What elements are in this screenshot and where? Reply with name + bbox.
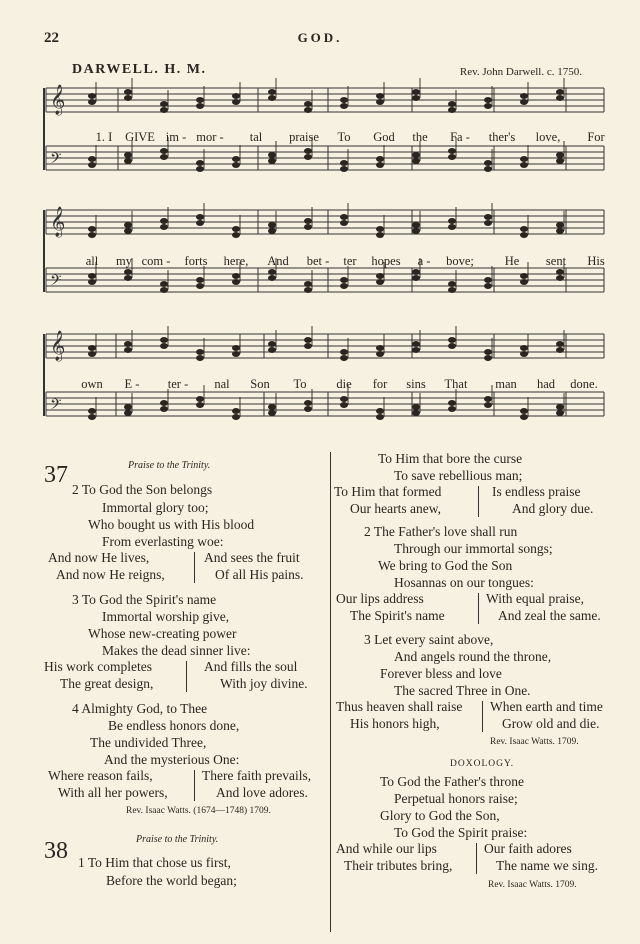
- note-head: [304, 343, 312, 349]
- note-head: [340, 220, 348, 226]
- note-head: [412, 152, 420, 158]
- note-head: [232, 351, 240, 357]
- lyric-syllable: That: [444, 377, 468, 391]
- note-head: [232, 226, 240, 232]
- note-head: [196, 355, 204, 361]
- verse-line: With equal praise,: [486, 591, 585, 606]
- note-head: [376, 273, 384, 279]
- verse-line: The great design,: [60, 676, 154, 691]
- verse-line: With all her powers,: [58, 785, 168, 800]
- lyric-syllable: Fa -: [450, 130, 470, 144]
- verse-line: Is endless praise: [492, 484, 581, 499]
- note-head: [376, 408, 384, 414]
- note-head: [448, 107, 456, 113]
- verse-line: Before the world began;: [106, 873, 237, 888]
- note-head: [412, 410, 420, 416]
- lyric-syllable: To: [337, 130, 351, 144]
- lyric-syllable: nal: [214, 377, 230, 391]
- note-head: [124, 269, 132, 275]
- verse-line: Who bought us with His blood: [88, 517, 255, 532]
- note-head: [376, 345, 384, 351]
- note-head: [232, 162, 240, 168]
- lyric-syllable: for: [372, 377, 388, 391]
- hymn-37-heading: Praise to the Trinity.: [128, 460, 211, 471]
- verse-line: Forever bless and love: [380, 666, 502, 681]
- note-head: [268, 89, 276, 95]
- bass-clef-icon: 𝄢: [50, 150, 62, 171]
- verse-line: When earth and time: [490, 699, 603, 714]
- note-head: [88, 156, 96, 162]
- hymn-number-38: 38: [44, 838, 68, 864]
- divider: [482, 701, 483, 732]
- note-head: [160, 148, 168, 154]
- note-head: [484, 214, 492, 220]
- note-head: [556, 275, 564, 281]
- note-head: [88, 232, 96, 238]
- note-head: [340, 166, 348, 172]
- verse-line: 3 Let every saint above,: [364, 632, 494, 647]
- divider: [194, 552, 195, 583]
- note-head: [520, 99, 528, 105]
- note-head: [484, 160, 492, 166]
- note-head: [268, 222, 276, 228]
- note-head: [340, 97, 348, 103]
- note-head: [232, 279, 240, 285]
- note-head: [556, 89, 564, 95]
- note-head: [124, 404, 132, 410]
- verse-line: 2 The Father's love shall run: [364, 524, 518, 539]
- note-head: [448, 224, 456, 230]
- note-head: [232, 408, 240, 414]
- note-head: [412, 275, 420, 281]
- note-head: [556, 228, 564, 234]
- lyric-syllable: die: [336, 377, 352, 391]
- note-head: [520, 279, 528, 285]
- verse-line: The name we sing.: [496, 858, 598, 873]
- note-head: [340, 396, 348, 402]
- verse-line: The Spirit's name: [350, 608, 445, 623]
- note-head: [376, 99, 384, 105]
- running-title: GOD.: [297, 30, 343, 45]
- bass-clef-icon: 𝄢: [50, 396, 62, 417]
- note-head: [448, 337, 456, 343]
- lyric-syllable: E -: [124, 377, 140, 391]
- lyric-syllable: man: [495, 377, 517, 391]
- verse-line: And now He lives,: [48, 550, 150, 565]
- note-head: [160, 343, 168, 349]
- note-head: [160, 218, 168, 224]
- treble-clef-icon: 𝄞: [50, 207, 66, 237]
- note-head: [304, 224, 312, 230]
- verse-line: Whose new-creating power: [88, 626, 237, 641]
- note-head: [88, 93, 96, 99]
- note-head: [448, 218, 456, 224]
- lyric-syllable: here,: [223, 254, 249, 268]
- note-head: [376, 351, 384, 357]
- note-head: [196, 103, 204, 109]
- note-head: [412, 89, 420, 95]
- note-head: [268, 347, 276, 353]
- note-head: [268, 228, 276, 234]
- verse-line: And love adores.: [216, 785, 308, 800]
- note-head: [556, 404, 564, 410]
- verse-line: And while our lips: [336, 841, 437, 856]
- verse-line: 4 Almighty God, to Thee: [72, 701, 208, 716]
- note-head: [520, 345, 528, 351]
- note-head: [196, 396, 204, 402]
- note-head: [88, 414, 96, 420]
- verse-line: 1 To Him that chose us first,: [78, 855, 231, 870]
- note-head: [88, 226, 96, 232]
- verse-line: Their tributes bring,: [344, 858, 453, 873]
- note-head: [556, 152, 564, 158]
- note-head: [160, 101, 168, 107]
- lyric-syllable: And: [267, 254, 289, 268]
- note-head: [484, 355, 492, 361]
- note-head: [88, 408, 96, 414]
- verse-line: Immortal glory too;: [102, 500, 209, 515]
- note-head: [448, 287, 456, 293]
- note-head: [160, 281, 168, 287]
- verse-line: To God the Spirit praise:: [394, 825, 528, 840]
- note-head: [304, 281, 312, 287]
- verse-line: 3 To God the Spirit's name: [72, 592, 217, 607]
- note-head: [196, 220, 204, 226]
- lyric-syllable: hopes: [371, 254, 401, 268]
- note-head: [268, 341, 276, 347]
- note-head: [304, 107, 312, 113]
- note-head: [124, 275, 132, 281]
- verse-line: And sees the fruit: [204, 550, 300, 565]
- divider: [478, 593, 479, 624]
- lyric-syllable: ther's: [488, 130, 516, 144]
- note-head: [88, 162, 96, 168]
- note-head: [448, 400, 456, 406]
- note-head: [484, 220, 492, 226]
- lyric-syllable: com -: [141, 254, 171, 268]
- note-head: [412, 222, 420, 228]
- note-head: [484, 402, 492, 408]
- lyric-syllable: had: [536, 377, 556, 391]
- lyric-syllable: im -: [165, 130, 187, 144]
- lyric-syllable: tal: [249, 130, 263, 144]
- lyric-syllable: To: [293, 377, 307, 391]
- lyric-syllable: bove;: [446, 254, 474, 268]
- note-head: [376, 93, 384, 99]
- verse-line: And angels round the throne,: [394, 649, 552, 664]
- note-head: [340, 283, 348, 289]
- note-head: [484, 103, 492, 109]
- note-head: [376, 156, 384, 162]
- verse-line: From everlasting woe:: [102, 534, 224, 549]
- verse-line: The sacred Three in One.: [394, 683, 531, 698]
- verse-line: His honors high,: [350, 716, 440, 731]
- verse-line: Where reason fails,: [48, 768, 153, 783]
- note-head: [376, 414, 384, 420]
- note-head: [124, 347, 132, 353]
- note-head: [520, 273, 528, 279]
- hymn-number-37: 37: [44, 462, 68, 488]
- lyric-syllable: the: [412, 130, 428, 144]
- verse-line: With joy divine.: [220, 676, 308, 691]
- divider: [478, 486, 479, 517]
- lyric-syllable: forts: [184, 254, 208, 268]
- verse-line: There faith prevails,: [202, 768, 312, 783]
- note-head: [124, 152, 132, 158]
- lyric-syllable: done.: [570, 377, 598, 391]
- note-head: [268, 404, 276, 410]
- note-head: [196, 160, 204, 166]
- verse-line: Grow old and die.: [502, 716, 600, 731]
- note-head: [304, 101, 312, 107]
- verse-line: And glory due.: [512, 501, 594, 516]
- note-head: [88, 279, 96, 285]
- page-number: 22: [44, 30, 59, 46]
- note-head: [196, 97, 204, 103]
- verse-line: To save rebellious man;: [394, 468, 523, 483]
- lyric-syllable: God: [373, 130, 395, 144]
- verse-line: And now He reigns,: [56, 567, 165, 582]
- note-head: [448, 101, 456, 107]
- lyric-syllable: ter: [343, 254, 357, 268]
- verse-line: Thus heaven shall raise: [336, 699, 463, 714]
- verse-line: Immortal worship give,: [102, 609, 230, 624]
- note-head: [268, 152, 276, 158]
- note-head: [160, 224, 168, 230]
- note-head: [520, 226, 528, 232]
- verse-line: Our hearts anew,: [350, 501, 441, 516]
- tune-composer: Rev. John Darwell. c. 1750.: [459, 66, 582, 78]
- note-head: [340, 103, 348, 109]
- note-head: [196, 283, 204, 289]
- lyric-syllable: bet -: [306, 254, 330, 268]
- verse-line: The undivided Three,: [90, 735, 207, 750]
- note-head: [448, 154, 456, 160]
- note-head: [124, 89, 132, 95]
- lyric-syllable: 1. I: [95, 130, 113, 144]
- divider: [186, 661, 187, 692]
- hymn-37-credit: Rev. Isaac Watts. (1674—1748) 1709.: [126, 806, 271, 816]
- note-head: [412, 341, 420, 347]
- note-head: [304, 337, 312, 343]
- note-head: [304, 400, 312, 406]
- note-head: [232, 345, 240, 351]
- note-head: [340, 349, 348, 355]
- note-head: [88, 345, 96, 351]
- note-head: [556, 158, 564, 164]
- lyric-syllable: my: [116, 254, 132, 268]
- note-head: [484, 166, 492, 172]
- column-divider: [330, 452, 331, 932]
- lyric-syllable: all: [85, 254, 99, 268]
- note-head: [196, 349, 204, 355]
- note-head: [556, 95, 564, 101]
- note-head: [160, 107, 168, 113]
- lyric-syllable: praise: [289, 130, 319, 144]
- note-head: [160, 154, 168, 160]
- lyric-syllable: sins: [406, 377, 426, 391]
- lyric-syllable: a -: [417, 254, 431, 268]
- note-head: [124, 410, 132, 416]
- note-head: [412, 404, 420, 410]
- note-head: [268, 95, 276, 101]
- lyric-syllable: sent: [545, 254, 567, 268]
- note-head: [196, 166, 204, 172]
- note-head: [412, 95, 420, 101]
- note-head: [88, 273, 96, 279]
- note-head: [124, 158, 132, 164]
- note-head: [232, 414, 240, 420]
- note-head: [376, 226, 384, 232]
- verse-line: Perpetual honors raise;: [394, 791, 518, 806]
- note-head: [520, 351, 528, 357]
- verse-line: Through our immortal songs;: [394, 541, 553, 556]
- note-head: [124, 228, 132, 234]
- note-head: [232, 273, 240, 279]
- note-head: [448, 406, 456, 412]
- note-head: [304, 406, 312, 412]
- note-head: [268, 158, 276, 164]
- note-head: [340, 402, 348, 408]
- note-head: [484, 396, 492, 402]
- divider: [476, 843, 477, 874]
- verse-line: His work completes: [44, 659, 152, 674]
- treble-clef-icon: 𝄞: [50, 85, 66, 115]
- note-head: [232, 99, 240, 105]
- note-head: [376, 232, 384, 238]
- verse-line: Hosannas on our tongues:: [394, 575, 534, 590]
- verse-line: Glory to God the Son,: [380, 808, 500, 823]
- note-head: [412, 269, 420, 275]
- doxology-heading: DOXOLOGY.: [450, 759, 514, 769]
- lyric-syllable: ter -: [167, 377, 189, 391]
- note-head: [556, 347, 564, 353]
- note-head: [520, 93, 528, 99]
- lyric-syllable: He: [504, 254, 520, 268]
- note-head: [304, 218, 312, 224]
- verse-line: And zeal the same.: [498, 608, 601, 623]
- verse-line: Makes the dead sinner live:: [102, 643, 251, 658]
- verse-line: Our lips address: [336, 591, 424, 606]
- note-head: [520, 408, 528, 414]
- note-head: [268, 269, 276, 275]
- note-head: [268, 410, 276, 416]
- note-head: [124, 95, 132, 101]
- note-head: [376, 279, 384, 285]
- lyric-syllable: His: [587, 254, 605, 268]
- verse-line: Be endless honors done,: [108, 718, 240, 733]
- tune-name: DARWELL. H. M.: [72, 62, 207, 77]
- treble-clef-icon: 𝄞: [50, 331, 66, 361]
- note-head: [340, 214, 348, 220]
- note-head: [232, 156, 240, 162]
- note-head: [88, 99, 96, 105]
- note-head: [160, 406, 168, 412]
- note-head: [340, 160, 348, 166]
- note-head: [520, 156, 528, 162]
- note-head: [232, 93, 240, 99]
- note-head: [88, 351, 96, 357]
- note-head: [484, 277, 492, 283]
- note-head: [520, 414, 528, 420]
- note-head: [124, 222, 132, 228]
- lyric-syllable: For: [587, 130, 605, 144]
- verse-line: We bring to God the Son: [378, 558, 513, 573]
- verse-line: To Him that formed: [334, 484, 442, 499]
- note-head: [412, 347, 420, 353]
- note-head: [196, 277, 204, 283]
- note-head: [376, 162, 384, 168]
- note-head: [520, 232, 528, 238]
- verse-line: Our faith adores: [484, 841, 572, 856]
- divider: [194, 770, 195, 801]
- bass-clef-icon: 𝄢: [50, 272, 62, 293]
- note-head: [448, 343, 456, 349]
- note-head: [556, 269, 564, 275]
- lyric-syllable: love,: [535, 130, 561, 144]
- hymn-38-heading: Praise to the Trinity.: [136, 834, 219, 845]
- lyric-syllable: own: [81, 377, 103, 391]
- note-head: [556, 222, 564, 228]
- note-head: [412, 158, 420, 164]
- note-head: [556, 410, 564, 416]
- note-head: [196, 214, 204, 220]
- note-head: [448, 148, 456, 154]
- note-head: [304, 287, 312, 293]
- verse-line: And the mysterious One:: [104, 752, 240, 767]
- note-head: [556, 341, 564, 347]
- lyric-syllable: mor -: [196, 130, 224, 144]
- lyric-syllable: GIVE: [125, 130, 155, 144]
- note-head: [340, 355, 348, 361]
- note-head: [340, 277, 348, 283]
- note-head: [160, 337, 168, 343]
- note-head: [124, 341, 132, 347]
- verse-line: Of all His pains.: [215, 567, 304, 582]
- verse-line: To God the Father's throne: [380, 774, 524, 789]
- note-head: [484, 349, 492, 355]
- note-head: [196, 402, 204, 408]
- hymn-38-credit: Rev. Isaac Watts. 1709.: [490, 737, 579, 747]
- note-head: [448, 281, 456, 287]
- note-head: [304, 154, 312, 160]
- note-head: [232, 232, 240, 238]
- note-head: [484, 97, 492, 103]
- verse-line: To Him that bore the curse: [378, 451, 523, 466]
- note-head: [160, 400, 168, 406]
- note-head: [268, 275, 276, 281]
- note-head: [520, 162, 528, 168]
- note-head: [412, 228, 420, 234]
- lyric-syllable: Son: [250, 377, 270, 391]
- note-head: [160, 287, 168, 293]
- verse-line: 2 To God the Son belongs: [72, 482, 213, 497]
- note-head: [484, 283, 492, 289]
- doxology-credit: Rev. Isaac Watts. 1709.: [488, 880, 577, 890]
- verse-line: And fills the soul: [204, 659, 298, 674]
- note-head: [304, 148, 312, 154]
